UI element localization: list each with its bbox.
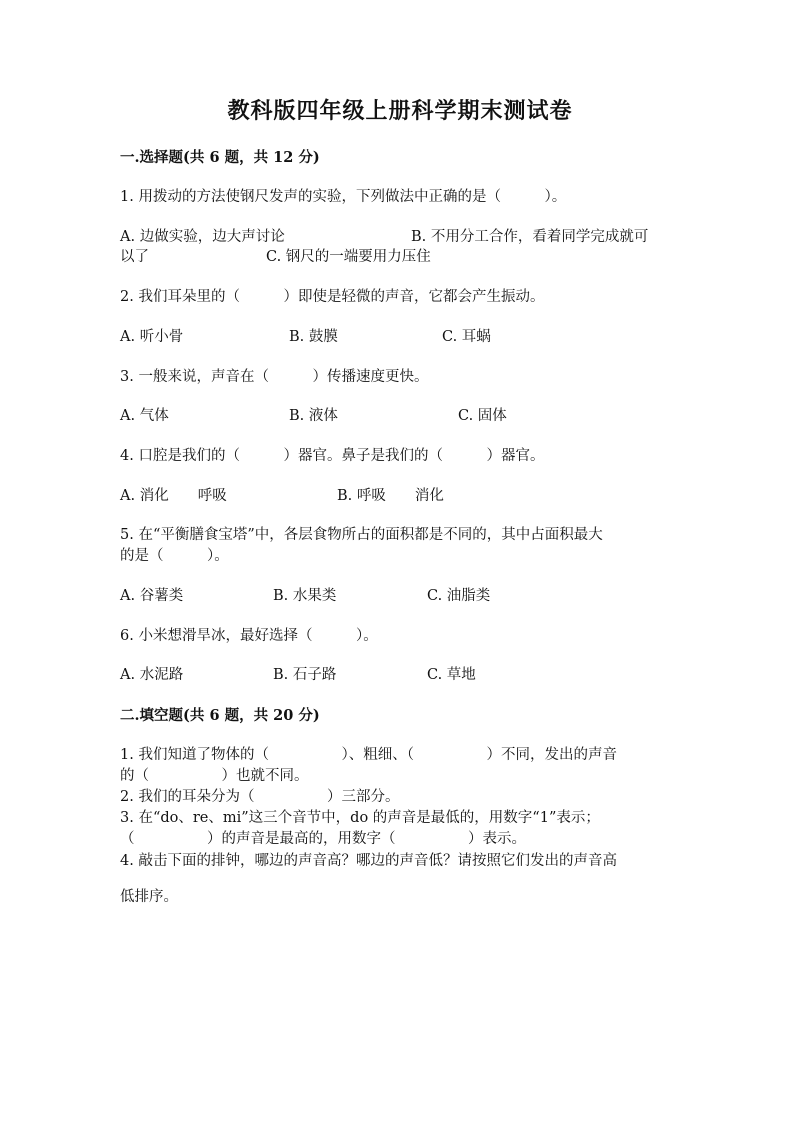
option-c: C. 固体 <box>458 408 507 424</box>
option-c: C. 草地 <box>427 667 476 683</box>
option-a: A. 听小骨 <box>120 329 184 345</box>
option-c: C. 油脂类 <box>427 588 491 604</box>
option-b: B. 呼吸 消化 <box>337 488 444 504</box>
fill-line: 的（ ）也就不同。 <box>120 768 309 784</box>
option-b: B. 液体 <box>289 408 338 424</box>
section-heading-choice: 一.选择题(共 6 题，共 12 分) <box>120 149 320 166</box>
option-a: A. 消化 呼吸 <box>120 488 227 504</box>
question-stem: 6. 小米想滑旱冰，最好选择（ ）。 <box>120 628 378 644</box>
question-stem-continued: 的是（ ）。 <box>120 548 229 564</box>
fill-line: 2. 我们的耳朵分为（ ）三部分。 <box>120 789 400 805</box>
page-title: 教科版四年级上册科学期末测试卷 <box>227 98 573 124</box>
option-c: C. 耳蜗 <box>442 329 491 345</box>
fill-line: 1. 我们知道了物体的（ ）、粗细、（ ）不同，发出的声音 <box>120 747 617 763</box>
option-b: B. 水果类 <box>273 588 337 604</box>
option-a: A. 边做实验，边大声讨论 <box>120 229 285 245</box>
option-a: A. 水泥路 <box>120 667 184 683</box>
fill-line: （ ）的声音是最高的，用数字（ ）表示。 <box>120 831 526 847</box>
question-stem: 5. 在“平衡膳食宝塔”中，各层食物所占的面积都是不同的，其中占面积最大 <box>120 527 603 543</box>
option-a: A. 谷薯类 <box>120 588 184 604</box>
question-stem: 3. 一般来说，声音在（ ）传播速度更快。 <box>120 369 429 385</box>
fill-line: 3. 在“do、re、mi”这三个音节中，do 的声音是最低的，用数字“1”表示； <box>120 810 600 826</box>
option-a: A. 气体 <box>120 408 169 424</box>
question-stem: 2. 我们耳朵里的（ ）即使是轻微的声音，它都会产生振动。 <box>120 289 545 305</box>
section-heading-fill: 二.填空题(共 6 题，共 20 分) <box>120 707 320 724</box>
question-stem: 4. 口腔是我们的（ ）器官。鼻子是我们的（ ）器官。 <box>120 448 545 464</box>
option-b: B. 鼓膜 <box>289 329 338 345</box>
question-stem: 1. 用拨动的方法使钢尺发声的实验，下列做法中正确的是（ ）。 <box>120 189 567 205</box>
option-b: B. 石子路 <box>273 667 337 683</box>
fill-line: 4. 敲击下面的排钟，哪边的声音高？哪边的声音低？请按照它们发出的声音高 <box>120 853 617 869</box>
option-b-continued: 以了 <box>120 249 149 265</box>
option-b: B. 不用分工合作，看着同学完成就可 <box>411 229 649 245</box>
option-c: C. 钢尺的一端要用力压住 <box>266 249 431 265</box>
fill-line: 低排序。 <box>120 889 178 905</box>
